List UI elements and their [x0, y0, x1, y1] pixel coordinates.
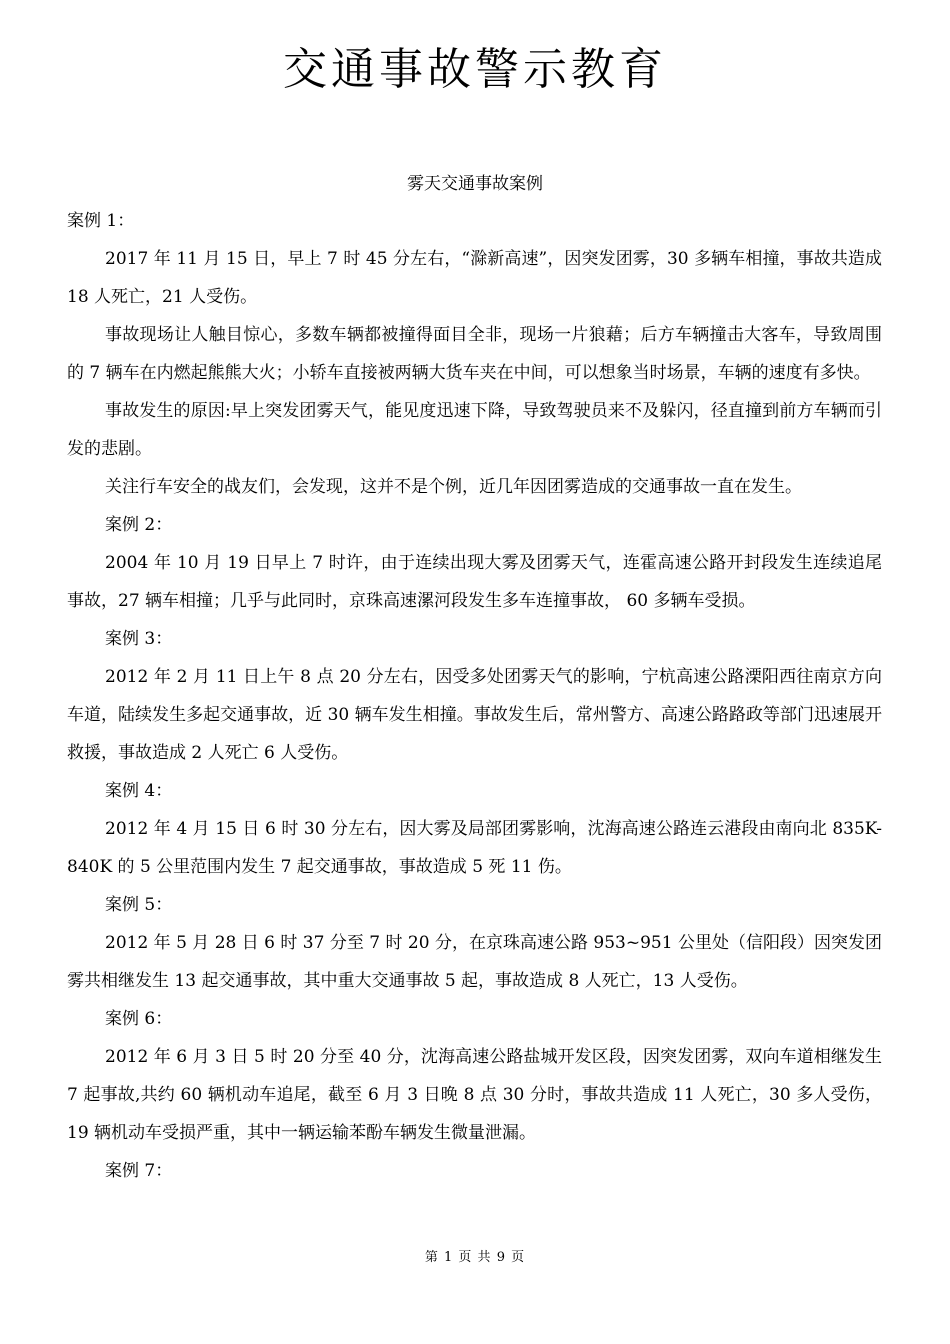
case-paragraph: 2004 年 10 月 19 日早上 7 时许，由于连续出现大雾及团雾天气，连霍高速公路开封段发生连续追尾事故，27 辆车相撞；几乎与此同时，京珠高速漯河段发生多车连撞事故， 60 多辆车受损。 — [67, 553, 882, 611]
case-heading-4: 案例 4： — [105, 781, 173, 801]
case-paragraph: 2012 年 6 月 3 日 5 时 20 分至 40 分，沈海高速公路盐城开发区段，因突发团雾，双向车道相继发生 7 起事故,共约 60 辆机动车追尾，截至 6 月 3 日晚 8 点 30 分时，事故共造成 11 人死亡，30 多人受伤，19 辆机动车受损严重，其中一辆运输苯酚车辆发生微量泄漏。 — [67, 1047, 882, 1143]
document-body — [67, 202, 882, 1190]
document-title: 交通事故警示教育 — [283, 44, 667, 95]
case-heading-2: 案例 2： — [105, 515, 173, 535]
case-paragraph: 2012 年 5 月 28 日 6 时 37 分至 7 时 20 分，在京珠高速公路 953~951 公里处（信阳段）因突发团雾共相继发生 13 起交通事故，其中重大交通事故 5 起，事故造成 8 人死亡，13 人受伤。 — [67, 933, 882, 991]
section-subtitle: 雾天交通事故案例 — [407, 174, 543, 194]
case-heading-5: 案例 5： — [105, 895, 173, 915]
case-paragraph: 事故现场让人触目惊心，多数车辆都被撞得面目全非，现场一片狼藉；后方车辆撞击大客车，导致周围的 7 辆车在内燃起熊熊大火；小轿车直接被两辆大货车夹在中间，可以想象当时场景，车辆的速度有多快。 — [67, 325, 882, 383]
case-paragraph: 2017 年 11 月 15 日，早上 7 时 45 分左右，“滁新高速”，因突发团雾，30 多辆车相撞，事故共造成 18 人死亡，21 人受伤。 — [67, 249, 882, 307]
case-heading-7: 案例 7： — [105, 1161, 173, 1181]
case-heading-6: 案例 6： — [105, 1009, 173, 1029]
case-paragraph: 关注行车安全的战友们，会发现，这并不是个例，近几年因团雾造成的交通事故一直在发生。 — [105, 477, 802, 497]
case-paragraph: 事故发生的原因:早上突发团雾天气，能见度迅速下降，导致驾驶员来不及躲闪，径直撞到前方车辆而引发的悲剧。 — [67, 401, 882, 459]
case-paragraph: 2012 年 4 月 15 日 6 时 30 分左右，因大雾及局部团雾影响，沈海高速公路连云港段由南向北 835K-840K 的 5 公里范围内发生 7 起交通事故，事故造成 5 死 11 伤。 — [67, 819, 882, 877]
page-footer: 第 1 页 共 9 页 — [424, 1250, 526, 1265]
case-heading-1: 案例 1： — [67, 211, 135, 231]
case-paragraph: 2012 年 2 月 11 日上午 8 点 20 分左右，因受多处团雾天气的影响，宁杭高速公路溧阳西往南京方向车道，陆续发生多起交通事故，近 30 辆车发生相撞。事故发生后，常州警方、高速公路路政等部门迅速展开救援，事故造成 2 人死亡 6 人受伤。 — [67, 667, 882, 763]
case-heading-3: 案例 3： — [105, 629, 173, 649]
